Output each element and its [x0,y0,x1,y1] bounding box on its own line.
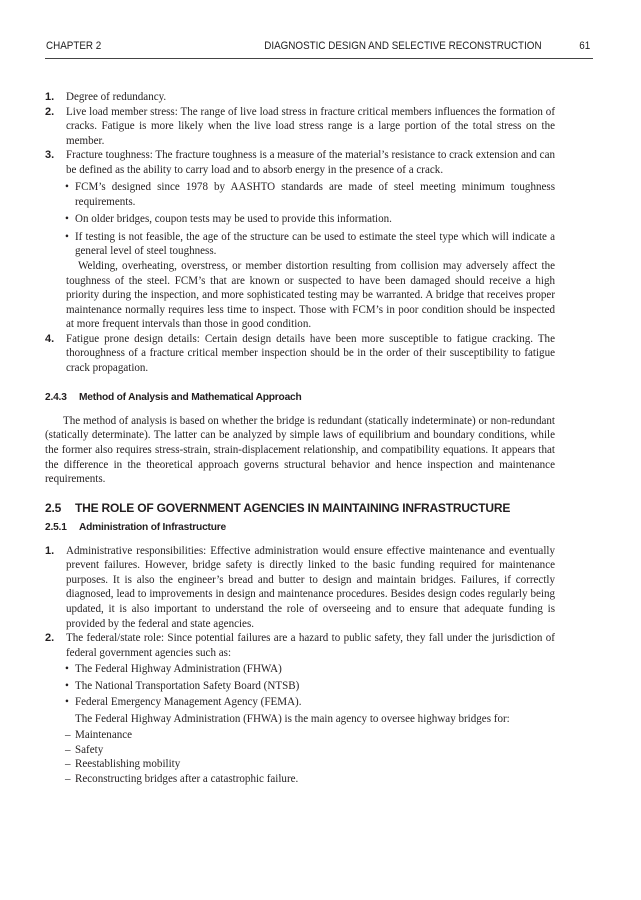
dash-item: – Safety [65,743,104,756]
section-heading-2-5-1: 2.5.1 Administration of Infrastructure [45,522,226,534]
dash-item: – Reestablishing mobility [65,758,181,771]
section-heading-2-4-3: 2.4.3 Method of Analysis and Mathematical Approach [45,392,302,404]
list-item: 1. Degree of redundancy. [45,91,167,103]
list-item: 4. Fatigue prone design details: Certain design details have been more susceptible to fatigue cracking. The thoroughness of a fracture critical member inspection should be in the order of their susceptibility to fatigue crack propagation. [45,332,555,374]
page-body [45,90,555,787]
list-item: 2. Live load member stress: The range of live load stress in fracture critical members influences the formation of cracks. Fatigue is more likely when the live load stress range is a large portion of the total stress on the member. [45,105,555,147]
list-item: 1. Administrative responsibilities: Effective administration would ensure effective maintenance and eventually prevent failures. However, bridge safety is directly linked to the basic funding required for maintenance purposes. It is also the engineer’s bread and butter to design and maintain bridges. Failures, if correctly diagnosed, lead to improvements in design and maintenance procedures. Besides design codes regularly being updated, it is also important to understand the role of overseeing and to ensure that adequate funding is provided by the federal and state agencies. [45,544,555,630]
dash-item: – Maintenance [65,729,133,742]
bullet-item: • The National Transportation Safety Board (NTSB) [65,679,300,692]
section-paragraph: The method of analysis is based on whether the bridge is redundant (statically indeterminate) or non-redundant (statically determinate). The latter can be analyzed by simple laws of equilibrium and boundary conditions, while the former also requires stress-strain, strain-displacement relationship, and compatibility equations. It appears that the difference in the theoretical approach governs structural behavior and hence inspection and maintenance requirements. [45,414,555,486]
bullet-item: • If testing is not feasible, the age of the structure can be used to estimate the steel type which will indicate a general level of steel toughness. [65,230,555,258]
bullet-item: • The Federal Highway Administration (FHWA) [65,663,282,676]
running-title: DIAGNOSTIC DESIGN AND SELECTIVE RECONSTRUCTION [264,40,542,52]
running-header [46,40,594,56]
bullet-item: • Federal Emergency Management Agency (FEMA). [65,696,302,709]
welding-paragraph: Welding, overheating, overstress, or member distortion resulting from collision may adversely affect the toughness of the steel. FCM’s that are known or suspected to have been damaged should receive a high priority during the inspection, and more sophisticated testing may be warranted. A bridge that receives proper maintenance normally requires less time to inspect. Those with FCM’s in poor condition should be inspected at more frequent intervals than those in good condition. [66,260,555,331]
header-rule [45,58,593,59]
fhwa-paragraph: The Federal Highway Administration (FHWA) is the main agency to oversee highway bridges for: [75,712,510,725]
bullet-item: • FCM’s designed since 1978 by AASHTO standards are made of steel meeting minimum toughness requirements. [65,181,555,208]
page-number: 61 [579,40,591,52]
list-item: 2. The federal/state role: Since potential failures are a hazard to public safety, they fall under the jurisdiction of federal government agencies such as: [45,632,555,659]
chapter-label: CHAPTER 2 [46,40,102,52]
section-heading-2-5: 2.5 THE ROLE OF GOVERNMENT AGENCIES IN MAINTAINING INFRASTRUCTURE [45,500,511,515]
list-item: 3. Fracture toughness: The fracture toughness is a measure of the material’s resistance to crack extension and can be defined as the ability to carry load and to absorb energy in the presence of a crack. [45,149,555,176]
dash-item: – Reconstructing bridges after a catastrophic failure. [65,772,299,785]
bullet-item: • On older bridges, coupon tests may be used to provide this information. [65,213,392,226]
